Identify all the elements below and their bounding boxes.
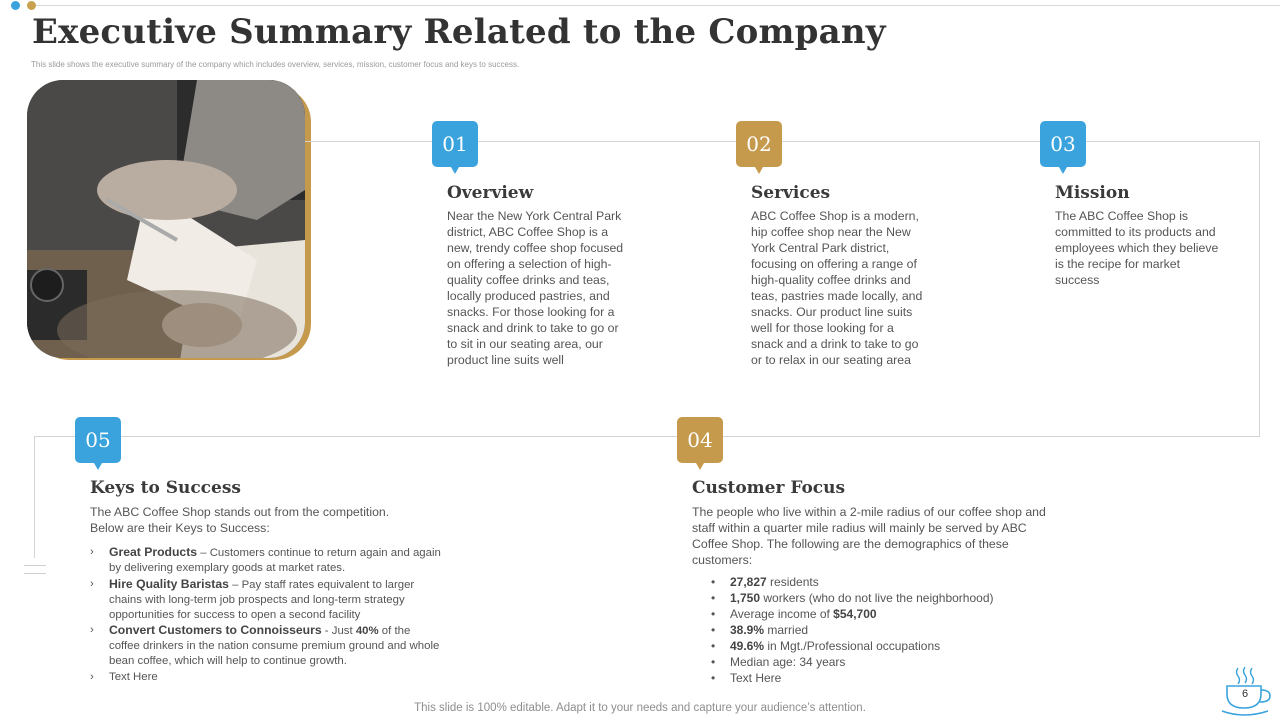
demographic-label: residents (766, 575, 819, 589)
demographic-label: Average income of (730, 607, 834, 621)
blue-dot-decoration (11, 1, 20, 10)
keys-item-text: – Customers continue to return again and again by delivering exemplary goods at market rates. (109, 547, 441, 574)
short-line-decoration (24, 573, 46, 574)
keys-number-badge: 05 (75, 417, 121, 463)
short-line-decoration (24, 565, 46, 566)
customer-title: Customer Focus (692, 478, 846, 498)
demographic-value: 49.6% (730, 639, 765, 653)
demographic-label: in Mgt./Professional occupations (764, 639, 941, 653)
overview-number-badge: 01 (432, 121, 478, 167)
page-number: 6 (1241, 688, 1249, 700)
keys-list (90, 545, 442, 685)
demographic-value: 27,827 (730, 575, 767, 589)
keys-item-text: – Pay staff rates equivalent to larger chains with long-term job prospects and long-term strategy opportunities for success to open a second facility (109, 578, 415, 621)
list-item: • 49.6% in Mgt./Professional occupations (711, 639, 941, 653)
customer-number-badge: 04 (677, 417, 723, 463)
frame-line-middle (34, 436, 1260, 437)
mission-number-badge: 03 (1040, 121, 1086, 167)
demographic-value: 38.9% (730, 623, 765, 637)
writing-hands-photo (27, 80, 305, 358)
mission-title: Mission (1055, 183, 1130, 203)
frame-line-left (34, 436, 35, 558)
keys-title: Keys to Success (90, 478, 241, 498)
customer-intro: The people who live within a 2-mile radius of our coffee shop and staff within a quarter mile radius will mainly be served by ABC Coffee Shop. The following are the demographics of these customers: (692, 505, 1046, 567)
keys-item-lead: Convert Customers to Connoisseurs (109, 623, 322, 637)
list-item: • 27,827 residents (711, 575, 819, 589)
keys-item-lead: Hire Quality Baristas (109, 576, 229, 591)
keys-item-text: - Just (321, 625, 356, 637)
list-item: › Hire Quality Baristas – Pay staff rates equivalent to larger chains with long-term job prospects and long-term strategy opportunities for success to open a second facility (90, 576, 415, 621)
list-item: › Convert Customers to Connoisseurs - Just 40% of the coffee drinkers in the nation consume premium ground and whole bean coffee, which will help to continue growth. (90, 623, 440, 667)
services-title: Services (751, 183, 831, 203)
customer-demographics-list (711, 574, 1051, 686)
frame-line-right (1259, 141, 1260, 436)
keys-item-highlight: 40% (355, 625, 379, 637)
demographic-label: Median age: 34 years (730, 655, 846, 669)
keys-item-text: Text Here (109, 670, 158, 683)
list-item: • 38.9% married (711, 623, 809, 637)
demographic-value: 1,750 (730, 591, 761, 605)
keys-intro: The ABC Coffee Shop stands out from the competition. Below are their Keys to Success: (90, 505, 390, 535)
list-item: › Great Products – Customers continue to return again and again by delivering exemplary goods at market rates. (90, 545, 441, 574)
mission-text: The ABC Coffee Shop is committed to its products and employees which they believe is the recipe for market success (1055, 209, 1219, 287)
top-divider-line (36, 5, 1280, 6)
gold-dot-decoration (27, 1, 36, 10)
list-item: • 1,750 workers (who do not live the neighborhood) (711, 591, 994, 605)
overview-title: Overview (447, 183, 534, 203)
photo-illustration (27, 80, 305, 358)
slide-subtitle: This slide shows the executive summary of the company which includes overview, services, mission, customer focus and keys to success. (31, 60, 520, 69)
slide-footer-note: This slide is 100% editable. Adapt it to your needs and capture your audience’s attention. (414, 702, 866, 714)
keys-item-lead: Great Products (109, 545, 198, 559)
list-item: • Average income of $54,700 (711, 607, 877, 621)
list-item: • Median age: 34 years (711, 655, 846, 669)
list-item: › Text Here (90, 670, 158, 683)
demographic-label: workers (who do not live the neighborhood) (760, 591, 994, 605)
services-number-badge: 02 (736, 121, 782, 167)
demographic-label: Text Here (730, 671, 782, 685)
demographic-value: $54,700 (833, 607, 877, 621)
slide-title: Executive Summary Related to the Company (32, 12, 886, 52)
overview-text: Near the New York Central Park district, ABC Coffee Shop is a new, trendy coffee shop focused on offering a selection of high-quality coffee drinks and teas, locally produced pastries, and snacks. For those looking for a snack and drink to take to go or to sit in our seating area, our product line suits well (447, 209, 624, 367)
services-text: ABC Coffee Shop is a modern, hip coffee shop near the New York Central Park district, focusing on offering a range of high-quality coffee drinks and teas, pastries made locally, and snacks. Our product line suits well for those looking for a snack and a drink to take to go or to relax in our seating area (751, 209, 923, 367)
demographic-label: married (764, 623, 809, 637)
list-item: • Text Here (711, 671, 782, 685)
keys-item-text: of the coffee drinkers in the nation consume premium ground and whole bean coffee, which will help to continue growth. (109, 625, 440, 667)
